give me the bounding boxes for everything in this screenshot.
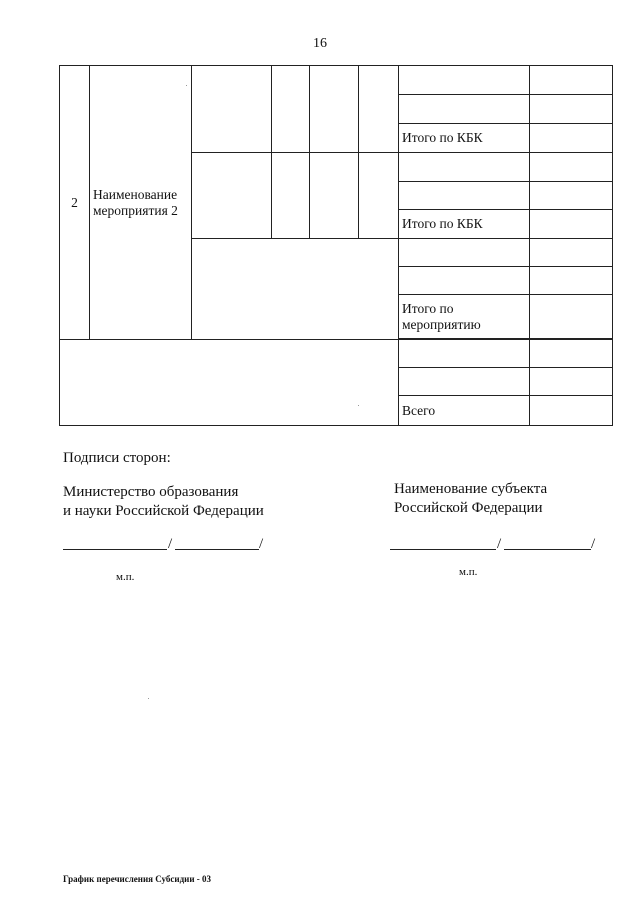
table-cell [530,95,613,124]
signature-slash: / [497,536,502,552]
kbk-total-label: Итого по КБК [399,124,530,153]
right-party-line: Наименование субъекта [394,481,548,497]
left-party-line: Министерство образования [63,484,239,500]
table-cell [399,153,530,182]
table-cell [530,182,613,210]
table-cell [399,267,530,295]
stamp-placeholder-left: м.п. [116,571,135,583]
scan-speck [148,698,149,699]
table-cell [272,66,310,153]
left-party-name [63,483,264,521]
table-cell [310,153,359,239]
activity-total-label: Итого по мероприятию [399,295,530,339]
signature-slash: / [168,536,173,552]
table-cell [359,153,399,239]
signature-underline [63,549,167,550]
table-cell [530,239,613,267]
activity-name-cell: Наименование мероприятия 2 [90,66,192,340]
table-cell [530,295,613,339]
left-signature-line [63,536,263,550]
table-cell [399,66,530,95]
scan-speck [358,405,359,406]
right-party-name [394,480,547,518]
name-underline [175,549,259,550]
table-cell [530,124,613,153]
signatures-heading: Подписи сторон: [63,450,171,466]
name-underline [504,549,591,550]
right-party-line: Российской Федерации [394,500,543,516]
payment-schedule-table [59,65,613,426]
table-cell [310,66,359,153]
row-number-cell: 2 [60,66,90,340]
signature-slash: / [259,536,264,552]
table-cell [60,340,399,426]
table-cell [530,267,613,295]
table-cell [399,239,530,267]
signature-slash: / [591,536,596,552]
table-cell [530,368,613,396]
table-cell [272,153,310,239]
page-number: 16 [313,36,327,51]
table-cell [399,182,530,210]
table-cell [359,66,399,153]
table-cell [530,396,613,426]
grand-total-label: Всего [399,396,530,426]
table-cell [530,340,613,368]
table-cell [530,210,613,239]
right-signature-line [390,536,600,550]
table-row [60,340,613,368]
table-cell [530,66,613,95]
scan-speck [186,85,187,86]
table-cell [530,153,613,182]
table-cell [192,239,399,340]
signature-underline [390,549,496,550]
kbk-total-label: Итого по КБК [399,210,530,239]
document-footer: График перечисления Субсидии - 03 [63,874,212,884]
stamp-placeholder-right: м.п. [459,566,478,578]
table-cell [399,340,530,368]
left-party-line: и науки Российской Федерации [63,503,264,519]
table-row [60,66,613,95]
table-cell [192,66,272,153]
table-cell [399,95,530,124]
table-cell [399,368,530,396]
table-cell [192,153,272,239]
